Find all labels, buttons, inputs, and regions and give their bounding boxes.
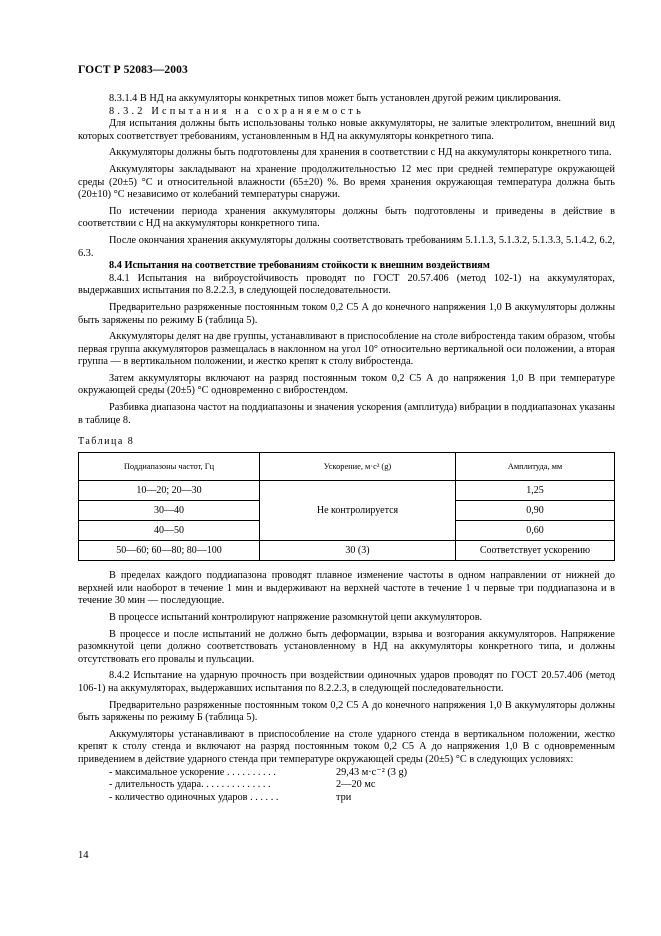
table-cell: 0,60 <box>456 521 615 541</box>
document-header: ГОСТ Р 52083—2003 <box>78 64 188 76</box>
section-heading: 8.3.2 Испытания на сохраняемость <box>109 105 365 117</box>
paragraph: Для испытания должны быть использованы только новые аккумуляторы, не залитые электролитом, внешний вид которых соответствует требованиям, установленным в НД на аккумуляторы конкретного типа. <box>78 118 615 142</box>
condition-label: - максимальное ускорение . . . . . . . . . . <box>109 766 276 778</box>
table-header-cell: Амплитуда, мм <box>456 453 615 481</box>
condition-value: 29,43 м·с⁻² (3 g) <box>336 766 408 778</box>
table-cell: 50—60; 60—80; 80—100 <box>79 541 260 561</box>
paragraph: Предварительно разряженные постоянным током 0,2 C5 А до конечного напряжения 1,0 В аккумуляторы должны быть заряжены по режиму Б (таблица 5). <box>78 699 615 724</box>
table-row <box>79 481 615 501</box>
table-cell: 30 (3) <box>260 541 456 561</box>
paragraph: В пределах каждого поддиапазона проводят плавное изменение частоты в одном направлении от нижней до верхней или наоборот в течение 1 мин и выдерживают на верхней частоте в течение 1 ч первые три поддиапазона и в течение 30 мин — последующие. <box>78 570 615 607</box>
paragraph: Предварительно разряженные постоянным током 0,2 C5 А до конечного напряжения 1,0 В аккумуляторы должны быть заряжены по режиму Б (таблица 5). <box>78 301 615 326</box>
paragraph: Разбивка диапазона частот на поддиапазоны и значения ускорения (амплитуда) вибрации в поддиапазонах указаны в таблице 8. <box>78 402 615 426</box>
table-cell: 1,25 <box>456 481 615 501</box>
paragraph: После окончания хранения аккумуляторы должны соответствовать требованиям 5.1.1.3, 5.1.3.2, 5.1.3.3, 5.1.4.2, 6.2, 6.3. <box>78 234 615 259</box>
paragraph: 8.4.2 Испытание на ударную прочность при воздействии одиночных ударов проводят по ГОСТ 20.57.406 (метод 106-1) на аккумуляторах, выдержавших испытания по 8.2.2.3, в следующей последовательности. <box>78 670 615 694</box>
paragraph: В процессе и после испытаний не должно быть деформации, взрыва и возгорания аккумуляторов. Напряжение разомкнутой цепи должно соответствовать установленному в НД на аккумуляторы конкретного типа, и должны отсутствовать его провалы и пульсации. <box>78 628 615 665</box>
paragraph: По истечении периода хранения аккумуляторы должны быть подготовлены и приведены в действие в соответствии с НД на аккумуляторы конкретного типа. <box>78 205 615 230</box>
paragraph: Аккумуляторы должны быть подготовлены для хранения в соответствии с НД на аккумуляторы конкретного типа. <box>109 147 612 159</box>
condition-label: - длительность удара. . . . . . . . . . . . . . <box>109 779 271 791</box>
document-page <box>78 64 615 804</box>
table-header-cell: Поддиапазоны частот, Гц <box>79 453 260 481</box>
table-8 <box>78 452 615 561</box>
list-item <box>109 767 615 780</box>
paragraph: 8.3.1.4 В НД на аккумуляторы конкретных типов может быть установлен другой режим циклирования. <box>109 93 562 104</box>
table-cell: 0,90 <box>456 501 615 521</box>
list-item <box>109 779 615 792</box>
conditions-list <box>109 767 615 805</box>
paragraph: В процессе испытаний контролируют напряжение разомкнутой цепи аккумуляторов. <box>109 612 483 624</box>
condition-value: 2—20 мс <box>336 779 376 791</box>
section-heading: 8.4 Испытания на соответствие требованиям стойкости к внешним воздействиям <box>109 260 490 272</box>
paragraph: Аккумуляторы делят на две группы, устанавливают в приспособление на столе вибростенда таким образом, чтобы первая группа аккумуляторов размещалась в наклонном на угол 10° относительно вертикальной оси положении, а вторая группа — в вертикальном положении, и жестко крепят к столу вибростенда. <box>78 331 615 368</box>
table-cell: 40—50 <box>79 521 260 541</box>
paragraph: Аккумуляторы устанавливают в приспособление на столе ударного стенда в вертикальном положении, жестко крепят к столу стенда и включают на разряд постоянным током 0,2 C5 А до напряжения 1,0 В с одновременным приведением в действие ударного стенда при температуре окружающей среды (20±5) °С в следующих условиях: <box>78 728 615 765</box>
list-item <box>109 792 615 805</box>
table-cell: Соответствует ускорению <box>456 541 615 561</box>
paragraph: Аккумуляторы закладывают на хранение продолжительностью 12 мес при средней температуре окружающей среды (20±5) °С и относительной влажности (65±20) %. Во время хранения окружающая температура должна быть (20±10) °С независимо от колебаний температуры снаружи. <box>78 163 615 201</box>
table-cell: 30—40 <box>79 501 260 521</box>
table-header-cell: Ускорение, м·с² (g) <box>260 453 456 481</box>
condition-label: - количество одиночных ударов . . . . . . <box>109 791 279 803</box>
table-caption: Таблица 8 <box>78 436 135 448</box>
condition-value: три <box>336 791 352 803</box>
table-header-row <box>79 453 615 481</box>
page-number: 14 <box>78 850 89 861</box>
table-row <box>79 541 615 561</box>
table-cell: 10—20; 20—30 <box>79 481 260 501</box>
paragraph: 8.4.1 Испытания на виброустойчивость проводят по ГОСТ 20.57.406 (метод 102-1) на аккумуляторах, выдержавших испытания по 8.2.2.3, в следующей последовательности. <box>78 272 615 297</box>
table-cell: Не контролируется <box>260 481 456 541</box>
paragraph: Затем аккумуляторы включают на разряд постоянным током 0,2 C5 А до напряжения 1,0 В при температуре окружающей среды (20±5) °С одновременно с вибростендом. <box>78 372 615 397</box>
